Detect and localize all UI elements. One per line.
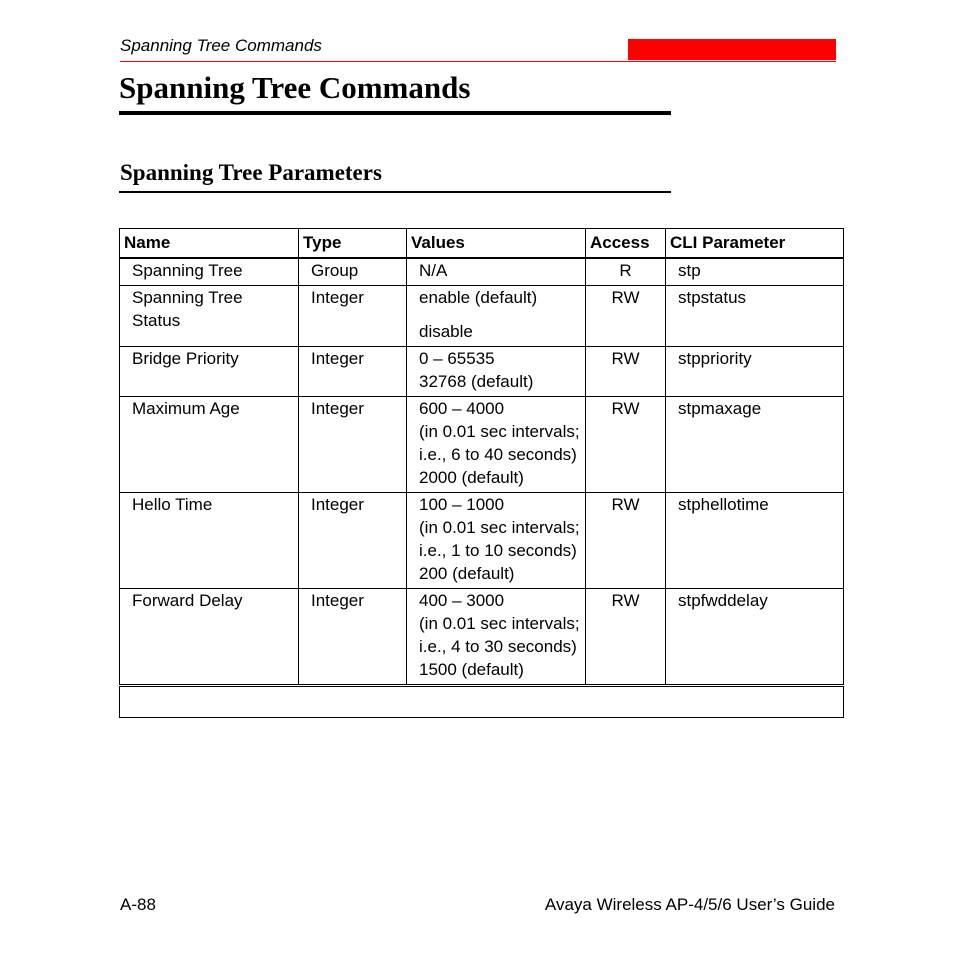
chapter-title: Spanning Tree Commands [119,70,471,105]
empty-footer-cell [120,686,844,718]
running-header: Spanning Tree Commands [120,36,322,55]
cell-type: Group [299,258,407,286]
value-line: 2000 (default) [419,468,524,487]
header-accent-bar [628,39,836,60]
column-header-name: Name [120,229,299,259]
value-line: (in 0.01 sec intervals; i.e., 4 to 30 seconds) [419,614,580,656]
value-line: (in 0.01 sec intervals; i.e., 6 to 40 seconds) [419,422,580,464]
cell-type: Integer [299,493,407,589]
chapter-rule [119,111,671,115]
table-header-row [120,229,844,259]
cell-name: Forward Delay [120,589,299,686]
cell-name: Maximum Age [120,397,299,493]
column-header-values: Values [407,229,586,259]
table-row [120,493,844,589]
cell-cli-parameter: stpfwddelay [666,589,844,686]
cell-access: RW [586,493,666,589]
value-line: 600 – 4000 [419,399,505,418]
cell-values [407,589,586,686]
cell-values [407,347,586,397]
value-line: 200 (default) [419,564,515,583]
parameters-table [119,228,844,718]
value-line: disable [419,322,473,341]
value-line: 1500 (default) [419,660,524,679]
header-rule [120,61,836,62]
cell-type: Integer [299,589,407,686]
value-line: enable (default) [419,288,538,307]
table-row [120,397,844,493]
column-header-type: Type [299,229,407,259]
table-row [120,258,844,286]
cell-cli-parameter: stp [666,258,844,286]
column-header-access: Access [586,229,666,259]
table-row [120,347,844,397]
cell-name: Hello Time [120,493,299,589]
cell-cli-parameter: stphellotime [666,493,844,589]
value-line: 400 – 3000 [419,591,505,610]
cell-name: Spanning Tree Status [120,286,299,347]
page-number: A-88 [120,895,156,914]
cell-type: Integer [299,397,407,493]
cell-values [407,397,586,493]
cell-type: Integer [299,347,407,397]
value-line: 100 – 1000 [419,495,505,514]
cell-values [407,286,586,347]
value-line: 32768 (default) [419,372,534,391]
cell-access: RW [586,347,666,397]
cell-name: Bridge Priority [120,347,299,397]
section-title: Spanning Tree Parameters [120,160,382,185]
cell-cli-parameter: stpmaxage [666,397,844,493]
cell-values [407,258,586,286]
cell-access: RW [586,589,666,686]
guide-title: Avaya Wireless AP-4/5/6 User’s Guide [544,895,835,914]
cell-access: RW [586,397,666,493]
value-line: (in 0.01 sec intervals; i.e., 1 to 10 seconds) [419,518,580,560]
cell-access: RW [586,286,666,347]
column-header-cli-parameter: CLI Parameter [666,229,844,259]
cell-name: Spanning Tree [120,258,299,286]
cell-cli-parameter: stppriority [666,347,844,397]
cell-access: R [586,258,666,286]
cell-cli-parameter: stpstatus [666,286,844,347]
cell-type: Integer [299,286,407,347]
section-rule [119,191,671,193]
table-row [120,286,844,347]
table-row [120,589,844,686]
value-line: N/A [419,261,448,280]
value-line: 0 – 65535 [419,349,495,368]
cell-values [407,493,586,589]
table-footer-row [120,686,844,718]
